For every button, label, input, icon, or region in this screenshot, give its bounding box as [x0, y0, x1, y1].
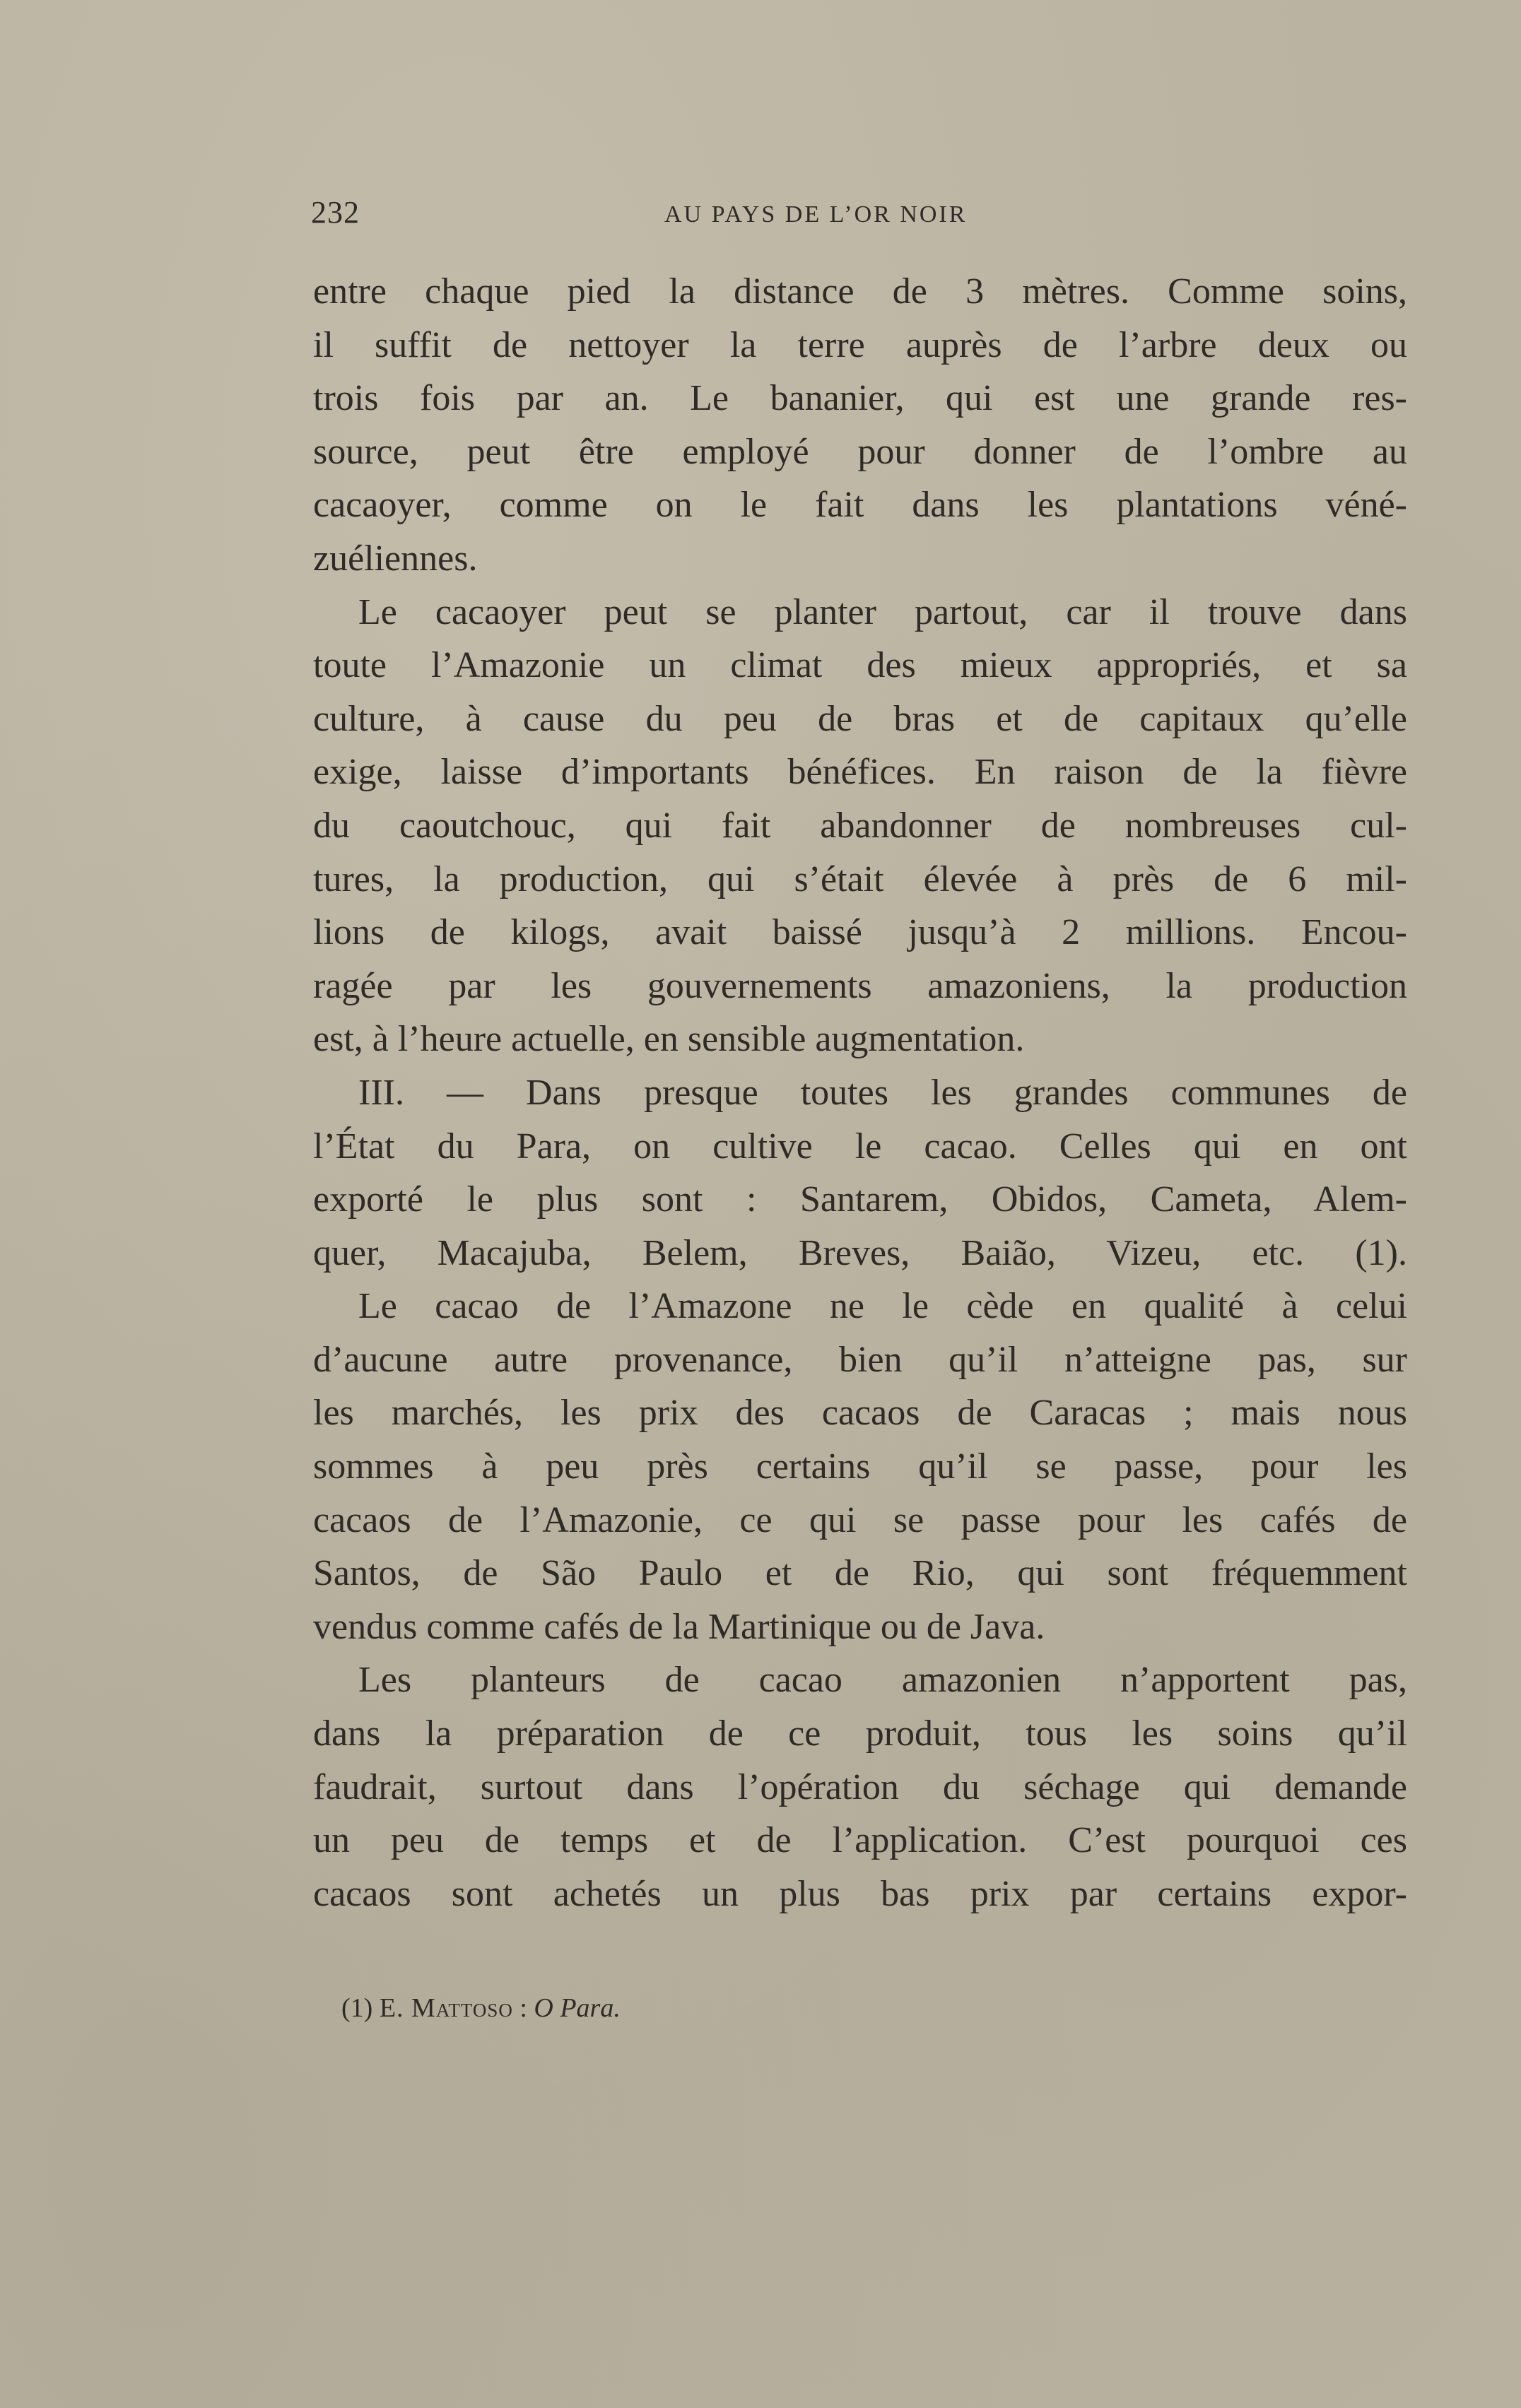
text-line: les marchés, les prix des cacaos de Caracas ; mais nous — [313, 1393, 1407, 1434]
text-line: du caoutchouc, qui fait abandonner de nombreuses cul- — [313, 805, 1407, 846]
text-line: d’aucune autre provenance, bien qu’il n’atteigne pas, sur — [313, 1339, 1407, 1380]
footnote-marker: (1) — [341, 1993, 373, 2023]
paragraph-start-line: Le cacaoyer peut se planter partout, car il trouve dans — [358, 591, 1407, 632]
text-line: zuéliennes. — [313, 538, 478, 579]
text-line: source, peut être employé pour donner de l’ombre au — [313, 431, 1407, 472]
footnote-separator: : — [519, 1993, 527, 2023]
text-line: vendus comme cafés de la Martinique ou de Java. — [313, 1606, 1045, 1647]
text-line: lions de kilogs, avait baissé jusqu’à 2 millions. Encou- — [313, 912, 1407, 953]
text-line: exige, laisse d’importants bénéfices. En raison de la fièvre — [313, 752, 1407, 793]
text-line: faudrait, surtout dans l’opération du séchage qui demande — [313, 1766, 1407, 1807]
text-line: entre chaque pied la distance de 3 mètres. Comme soins, — [313, 271, 1407, 312]
footnote-work: O Para. — [534, 1993, 621, 2023]
text-line: culture, à cause du peu de bras et de capitaux qu’elle — [313, 698, 1407, 739]
text-line: cacaos sont achetés un plus bas prix par certains expor- — [313, 1873, 1407, 1914]
body-text — [313, 265, 1407, 1920]
text-line: un peu de temps et de l’application. C’est pourquoi ces — [313, 1820, 1407, 1861]
running-head — [311, 194, 1414, 244]
text-line: l’État du Para, on cultive le cacao. Celles qui en ont — [313, 1126, 1407, 1167]
text-line: il suffit de nettoyer la terre auprès de l’arbre deux ou — [313, 324, 1407, 365]
footnote-author: E. Mattoso — [379, 1993, 513, 2023]
text-line: exporté le plus sont : Santarem, Obidos, Cameta, Alem- — [313, 1179, 1407, 1220]
text-line: cacaoyer, comme on le fait dans les plantations véné- — [313, 485, 1407, 526]
running-title: AU PAYS DE L’OR NOIR — [664, 201, 968, 228]
page-number: 232 — [311, 195, 360, 230]
text-line: ragée par les gouvernements amazoniens, la production — [313, 965, 1407, 1006]
text-line: quer, Macajuba, Belem, Breves, Baião, Vizeu, etc. (1). — [313, 1232, 1407, 1273]
text-line: Santos, de São Paulo et de Rio, qui sont fréquemment — [313, 1553, 1407, 1594]
text-line: trois fois par an. Le bananier, qui est une grande res- — [313, 378, 1407, 419]
text-line: tures, la production, qui s’était élevée à près de 6 mil- — [313, 858, 1407, 899]
paragraph-start-line: III. — Dans presque toutes les grandes communes de — [358, 1072, 1407, 1113]
text-line: cacaos de l’Amazonie, ce qui se passe pour les cafés de — [313, 1499, 1407, 1540]
paragraph-start-line: Les planteurs de cacao amazonien n’apportent pas, — [358, 1660, 1407, 1701]
paragraph-start-line: Le cacao de l’Amazone ne le cède en qualité à celui — [358, 1286, 1407, 1327]
text-line: est, à l’heure actuelle, en sensible augmentation. — [313, 1019, 1025, 1060]
footnote — [341, 1993, 621, 2024]
text-line: toute l’Amazonie un climat des mieux appropriés, et sa — [313, 645, 1407, 686]
text-line: sommes à peu près certains qu’il se passe, pour les — [313, 1446, 1407, 1487]
text-line: dans la préparation de ce produit, tous les soins qu’il — [313, 1713, 1407, 1754]
